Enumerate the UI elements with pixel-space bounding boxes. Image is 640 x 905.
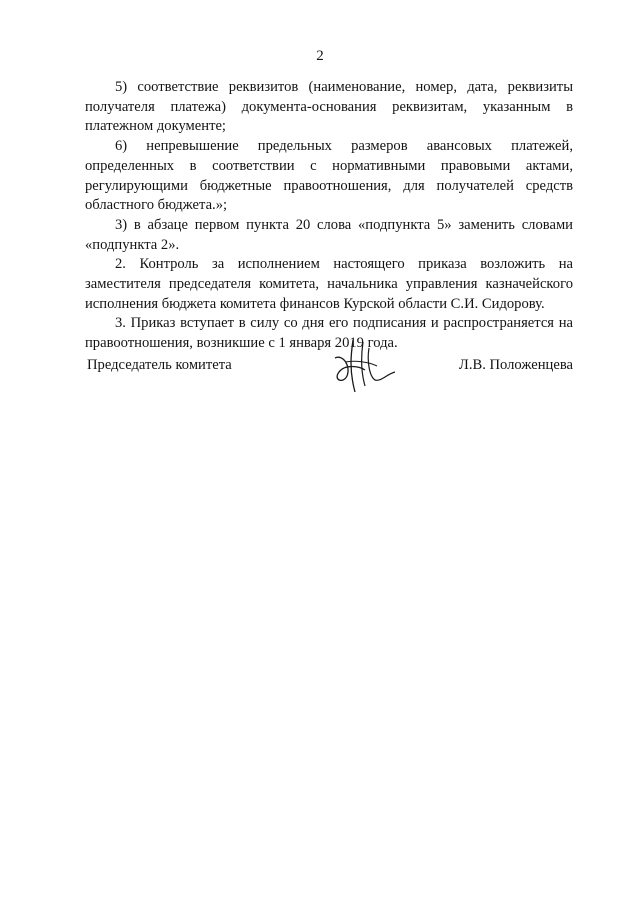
paragraph-item-5: 5) соответствие реквизитов (наименование, номер, дата, реквизиты получателя платежа) документа-основания реквизитам, указанным в платежном документе; — [85, 79, 573, 135]
page-number: 2 — [316, 48, 324, 64]
paragraph-item-6: 6) непревышение предельных размеров авансовых платежей, определенных в соответствии с нормативными правовыми актами, регулирующими бюджетные правоотношения, для получателей средств областного бюджета.»; — [85, 138, 573, 214]
paragraph-control: 2. Контроль за исполнением настоящего приказа возложить на заместителя председателя комитета, начальника управления казначейского исполнения бюджета комитета финансов Курской области С.И. Сидорову. — [85, 256, 573, 312]
signer-name: Л.В. Положенцева — [458, 357, 573, 373]
paragraph-effective-date: 3. Приказ вступает в силу со дня его подписания и распространяется на правоотношения, возникшие с 1 января 2019 года. — [85, 315, 573, 352]
signature-block — [85, 356, 573, 396]
document-body — [85, 78, 573, 354]
paragraph-amendment-3: 3) в абзаце первом пункта 20 слова «подпункта 5» заменить словами «подпункта 2». — [85, 216, 573, 253]
handwritten-signature — [325, 336, 405, 396]
signer-title: Председатель комитета — [87, 357, 232, 373]
